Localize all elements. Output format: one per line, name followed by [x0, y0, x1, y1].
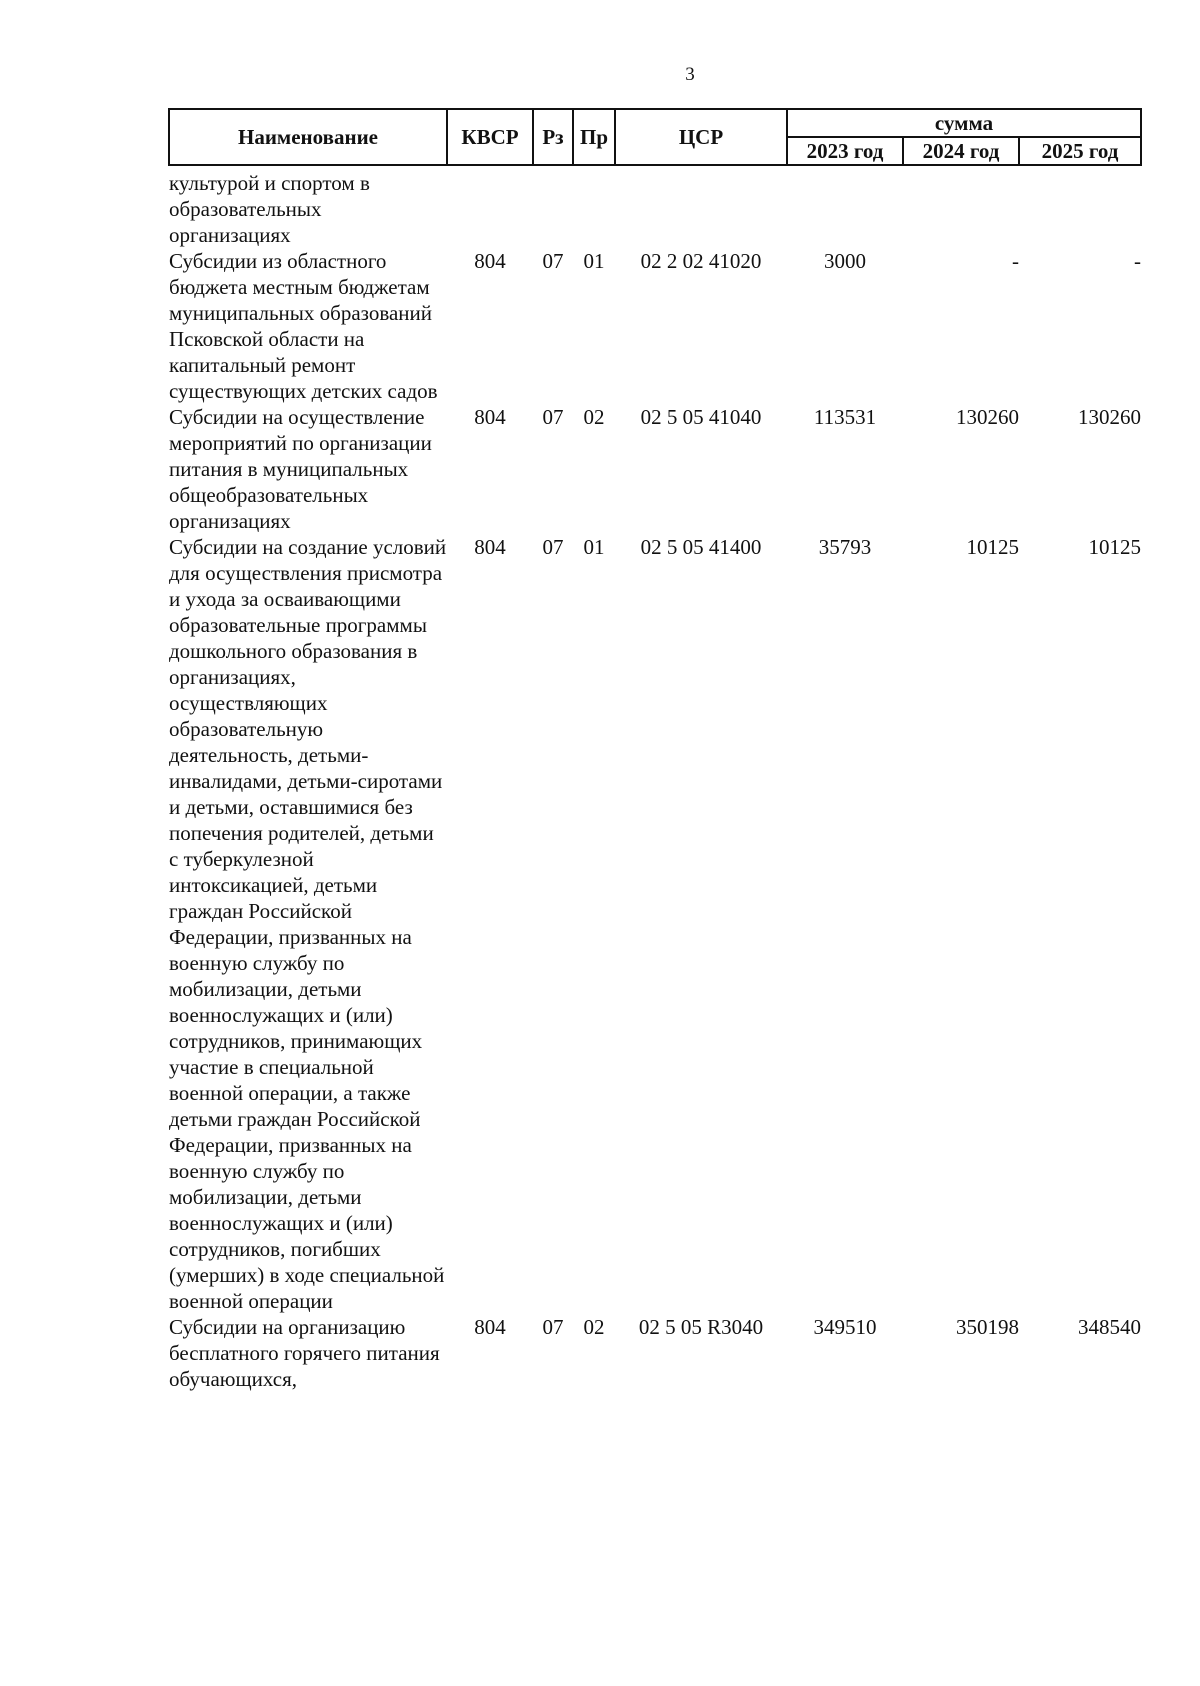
- header-year-2025: 2025 год: [1019, 137, 1141, 165]
- table-row: [169, 404, 1141, 534]
- row-kvsr: 804: [474, 1315, 506, 1339]
- table-row: [169, 248, 1141, 404]
- row-kvsr: 804: [474, 249, 506, 273]
- row-rz: 07: [542, 535, 564, 559]
- page-number: 3: [685, 64, 695, 85]
- row-sum-2024: -: [1012, 249, 1019, 273]
- row-sum-2024: 350198: [956, 1315, 1019, 1339]
- row-name: Субсидии на осуществление мероприятий по организации питания в муниципальных общеобразовательных организациях: [169, 405, 432, 533]
- row-csr: [615, 165, 787, 248]
- table-row: [169, 165, 1141, 248]
- row-rz: 07: [542, 405, 564, 429]
- table-header: [169, 109, 1141, 165]
- table-row: [169, 1314, 1141, 1392]
- row-sum-2025: 10125: [1088, 535, 1141, 559]
- header-year-2023: 2023 год: [787, 137, 903, 165]
- row-csr: 02 2 02 41020: [640, 249, 762, 273]
- row-sum-2023: 35793: [818, 535, 872, 559]
- row-sum-2023: [787, 165, 903, 248]
- row-rz: [533, 165, 573, 248]
- row-csr: 02 5 05 41040: [640, 405, 762, 429]
- table-body: [169, 165, 1141, 1392]
- header-rz: Рз: [533, 109, 573, 165]
- header-csr: ЦСР: [615, 109, 787, 165]
- header-sum: сумма: [787, 109, 1141, 137]
- row-sum-2025: 130260: [1078, 405, 1141, 429]
- header-kvsr: КВСР: [447, 109, 533, 165]
- row-sum-2025: -: [1134, 249, 1141, 273]
- table-row: [169, 534, 1141, 1314]
- row-sum-2024: 130260: [956, 405, 1019, 429]
- row-name: Субсидии из областного бюджета местным бюджетам муниципальных образований Псковской области на капитальный ремонт существующих детских садов: [169, 249, 438, 403]
- header-pr: Пр: [573, 109, 615, 165]
- row-pr: 02: [583, 1315, 605, 1339]
- row-sum-2024: 10125: [966, 535, 1019, 559]
- row-pr: 02: [583, 405, 605, 429]
- row-name: Субсидии на создание условий для осуществления присмотра и ухода за осваивающими образовательные программы дошкольного образования в организациях, осуществляющих образовательную деятельность, детьми-инвалидами, детьми-сиротами и детьми, оставшимися без попечения родителей, детьми с туберкулезной интоксикацией, детьми граждан Российской Федерации, призванных на военную службу по мобилизации, детьми военнослужащих и (или) сотрудников, принимающих участие в специальной военной операции, а также детьми граждан Российской Федерации, призванных на военную службу по мобилизации, детьми военнослужащих и (или) сотрудников, погибших (умерших) в ходе специальной военной операции: [169, 535, 447, 1313]
- row-sum-2025: 348540: [1078, 1315, 1141, 1339]
- row-rz: 07: [542, 249, 564, 273]
- row-sum-2024: [903, 165, 1019, 248]
- row-name: Субсидии на организацию бесплатного горячего питания обучающихся,: [169, 1315, 440, 1391]
- row-kvsr: 804: [474, 405, 506, 429]
- row-pr: 01: [583, 535, 605, 559]
- row-kvsr: 804: [474, 535, 506, 559]
- row-kvsr: [447, 165, 533, 248]
- header-year-2024: 2024 год: [903, 137, 1019, 165]
- row-sum-2023: 113531: [813, 405, 877, 429]
- row-pr: [573, 165, 615, 248]
- budget-table: [168, 108, 1142, 1392]
- row-pr: 01: [583, 249, 605, 273]
- header-name: Наименование: [169, 109, 447, 165]
- row-csr: 02 5 05 R3040: [638, 1315, 764, 1339]
- row-csr: 02 5 05 41400: [640, 535, 762, 559]
- row-sum-2025: [1019, 165, 1141, 248]
- row-rz: 07: [542, 1315, 564, 1339]
- row-sum-2023: 3000: [824, 249, 866, 273]
- row-name: культурой и спортом в образовательных организациях: [169, 171, 370, 247]
- row-sum-2023: 349510: [813, 1315, 877, 1339]
